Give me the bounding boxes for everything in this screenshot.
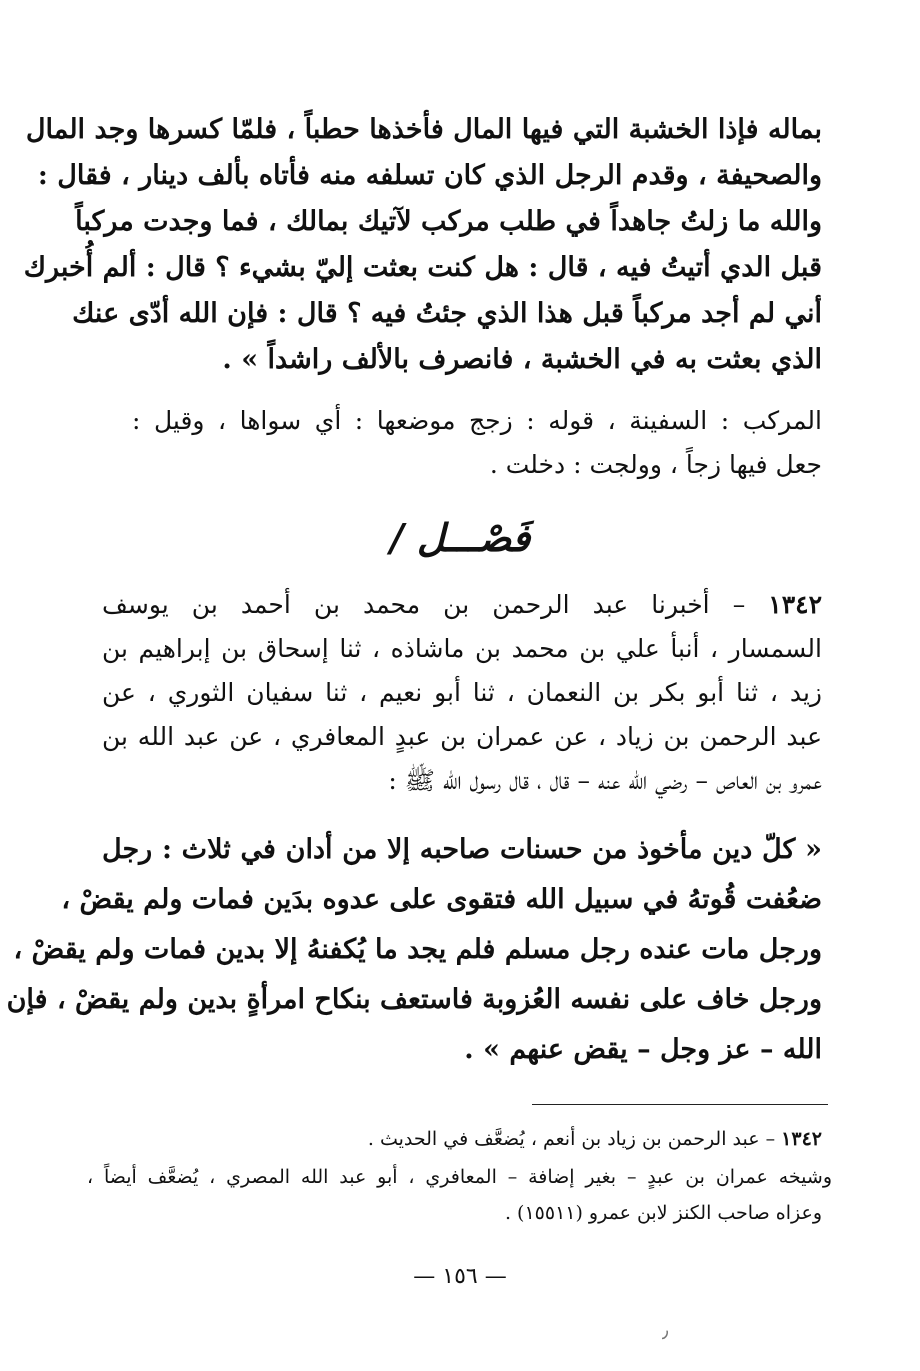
gloss-line-1: المركب : السفينة ، قوله : زجج موضعها : أي سواها ، وقيل : bbox=[132, 406, 822, 435]
hadith-number: ١٣٤٢ bbox=[768, 590, 823, 619]
isnad-line-2: السمسار ، أنبأ علي بن محمد بن ماشاذه ، ثنا إسحاق بن إبراهيم بن bbox=[102, 634, 822, 663]
matn-line-2: ضعُفت قُوتهُ في سبيل الله فتقوى على عدوه بدَين فمات ولم يقضْ ، bbox=[61, 884, 822, 915]
narrative-line-3: والله ما زلتُ جاهداً في طلب مركب لآتيك بمالك ، فما وجدت مركباً bbox=[75, 206, 822, 237]
narrative-line-1: بماله فإذا الخشبة التي فيها المال فأخذها حطباً ، فلمّا كسرها وجد المال bbox=[25, 114, 822, 145]
isnad-line-3: زيد ، ثنا أبو بكر بن النعمان ، ثنا أبو نعيم ، ثنا سفيان الثوري ، عن bbox=[102, 678, 822, 707]
matn-line-3: ورجل مات عنده رجل مسلم فلم يجد ما يُكفنهُ إلا بدين فمات ولم يقضْ ، bbox=[13, 934, 822, 965]
footnote-text-1: – عبد الرحمن بن زياد بن أنعم ، يُضعَّف في الحديث . bbox=[367, 1128, 776, 1150]
narrative-line-5: أني لم أجد مركباً قبل هذا الذي جئتُ فيه ؟ قال : فإن الله أدّى عنك bbox=[72, 298, 822, 329]
isnad-start: أخبرنا عبد الرحمن بن محمد بن أحمد بن يوسف bbox=[102, 590, 710, 619]
hadith-dash: – bbox=[732, 590, 746, 619]
matn-line-1: « كلّ دين مأخوذ من حسنات صاحبه إلا من أدان في ثلاث : رجل bbox=[102, 834, 822, 865]
isnad-line-5: عمرو بن العاص – رضي الله عنه – قال ، قال رسول الله ﷺ : bbox=[388, 766, 822, 795]
narrative-line-4: قبل الدي أتيتُ فيه ، قال : هل كنت بعثت إليّ بشيء ؟ قال : ألم أُخبرك bbox=[23, 252, 822, 283]
matn-line-4: ورجل خاف على نفسه العُزوبة فاستعف بنكاح امرأةٍ بدين ولم يقضْ ، فإن bbox=[6, 984, 822, 1015]
isnad-line-4: عبد الرحمن بن زياد ، عن عمران بن عبدٍ المعافري ، عن عبد الله بن bbox=[102, 722, 822, 751]
footnote-line-2: وشيخه عمران بن عبدٍ – بغير إضافة – المعافري ، أبو عبد الله المصري ، يُضعَّف أيضاً ، bbox=[87, 1166, 832, 1188]
footnote-line-1 bbox=[102, 1124, 822, 1154]
footnote-line-3: وعزاه صاحب الكنز لابن عمرو (١٥٥١١) . bbox=[504, 1202, 822, 1224]
section-heading: فَصْـــل / bbox=[389, 515, 531, 560]
narrative-line-2: والصحيفة ، وقدم الرجل الذي كان تسلفه منه فأتاه بألف دينار ، فقال : bbox=[37, 160, 822, 191]
gloss-line-2: جعل فيها زجاً ، وولجت : دخلت . bbox=[489, 450, 822, 479]
narrative-line-6: الذي بعثت به في الخشبة ، فانصرف بالألف راشداً » . bbox=[222, 344, 822, 375]
stray-mark: ٫ bbox=[662, 1318, 669, 1342]
footnote-number: ١٣٤٢ bbox=[781, 1128, 822, 1150]
hadith-first-line bbox=[102, 584, 822, 626]
matn-line-5: الله – عز وجل – يقض عنهم » . bbox=[464, 1034, 822, 1065]
footnote-separator bbox=[532, 1104, 828, 1105]
page-number: — ١٥٦ — bbox=[413, 1264, 507, 1289]
